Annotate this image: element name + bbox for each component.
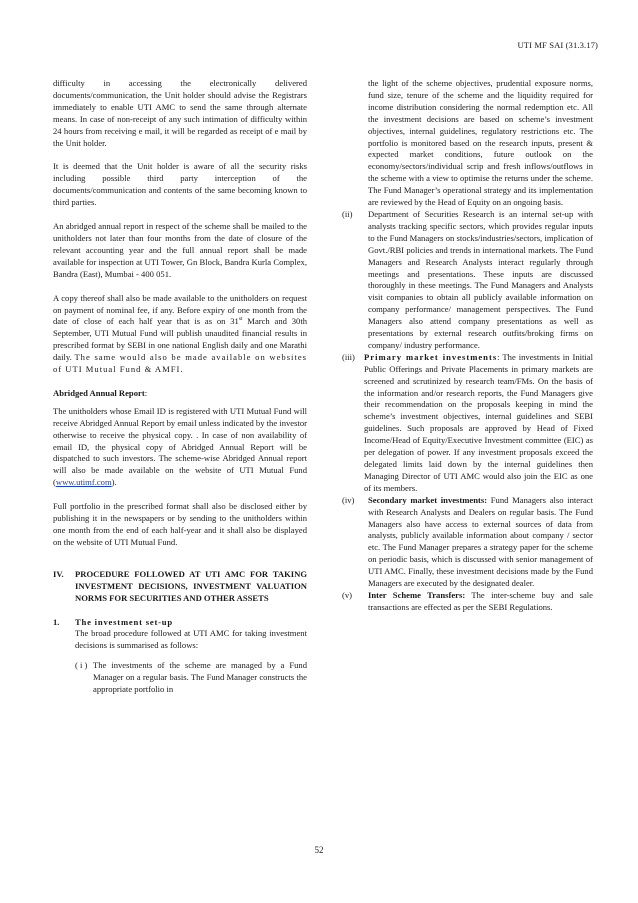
half-year-text-a: A copy thereof shall also be made available to the unitholders on request on payment of nominal fee, if any. Before expiry of one month from the date of close of each half year that is as on 31 xyxy=(53,292,307,327)
subsection-heading xyxy=(53,617,307,629)
list-item-number: (ii) xyxy=(342,208,353,219)
ordinal-suffix: st xyxy=(238,316,243,323)
list-item-text: Department of Securities Research is an internal set-up with analysts tracking specific sectors, which provides regular inputs to the Fund Managers on stocks/industries/sectors, implication of Govt./RBI policies and trends in international markets. The Fund Managers and Research Analysts interact regularly through meetings and presentations. These inputs are discussed thoroughly in these meetings. The Fund Managers and Analysts visit companies to obtain all publicly available information on company performance/ management perspectives. The Fund Managers also attend company presentations as well as presentations by external research outfits/broking firms on company/ industry performance. xyxy=(368,208,593,350)
paragraph-security-risks: It is deemed that the Unit holder is aware of all the security risks including possible third party interception of the documents/communication and contents of the same becoming known to third parties. xyxy=(53,161,307,208)
abridged-heading-colon: : xyxy=(144,387,148,398)
list-item-text xyxy=(364,352,593,495)
list-item-text: The investments of the scheme are managed by a Fund Manager on a regular basis. The Fund Manager constructs the appropriate portfolio in xyxy=(93,660,307,695)
list-item-number: (iii) xyxy=(342,351,355,362)
section-iv-heading xyxy=(53,569,307,605)
left-column xyxy=(53,78,307,696)
list-item-number: (iv) xyxy=(342,494,355,505)
list-item-text xyxy=(368,590,593,614)
inter-scheme-text: The inter-scheme buy and sale transactions are effected as per the SEBI Regulations. xyxy=(368,589,593,612)
utimf-website-link[interactable]: www.utimf.com xyxy=(55,477,112,488)
list-item-v xyxy=(342,590,593,614)
half-year-text-b: March and 30th September, UTI Mutual Fund will publish unaudited financial results in prescribed format by SEBI in one national English daily and one Marathi daily. xyxy=(53,316,308,363)
subsection-title: The investment set-up xyxy=(75,616,173,627)
primary-market-text: : The investments in Initial Public Offerings and Private Placements in primary markets are screened and scrutinized by research team/FMs. On the basis of the information and/or research reports, the Fund Managers give their recommendation on the proposals keeping in mind the scheme’s investment objectives, internal guidelines and SEBI guidelines. Such proposals are approved by Head of Fixed Income/Head of Equity/Executive Investment committee (EIC) as per delegation of power. If any investment proposals exceed the delegated limits laid down by the internal guidelines then Managing Director of UTI AMC would also join the EIC as one of its members. xyxy=(364,351,593,493)
secondary-market-label: Secondary market investments: xyxy=(368,494,488,505)
abridged-report-heading xyxy=(53,388,307,400)
section-number: IV. xyxy=(53,568,64,579)
list-item-i-continued: the light of the scheme objectives, prudential exposure norms, fund size, tenure of the scheme and the liquidity required for income distribution considering the normal redemption etc. All the investment decisions are based on scheme’s investment objectives, internal guidelines, regulatory restrictions etc. The portfolio is monitored based on the research inputs, present & expected market conditions, future outlook on the economy/sectors/individual scrip and fresh inflows/outflows in the scheme with a view to optimise the returns under the scheme. The Fund Manager’s operational strategy and its implementation are reviewed by the Head of Equity on an ongoing basis. xyxy=(368,78,593,208)
paragraph-electronic-delivery: difficulty in accessing the electronically delivered documents/communication, the Unit holder should advise the Registrars immediately to enable UTI AMC to send the same through alternate means. In case of non-receipt of any such intimation of difficulty within 24 hours from receiving e mail, it will be regarded as receipt of e mail by the Unit holder. xyxy=(53,78,307,148)
right-column xyxy=(342,78,593,614)
list-item-iii xyxy=(342,352,593,495)
paragraph-abridged-report xyxy=(53,406,307,489)
inter-scheme-label: Inter Scheme Transfers: xyxy=(368,589,466,600)
list-item-number: ( i ) xyxy=(75,660,88,671)
secondary-market-text: Fund Managers also interact with Research Analysts and Dealers on regular basis. The Fund Managers also have access to external sources of data from analysts, publicly available information about company / sector etc. The Fund Manager prepares a strategy paper for the scheme on periodic basis, which is discussed with senior management of UTI AMC. Finally, these investment decisions made by the Fund Managers are executed by the designated dealer. xyxy=(368,494,593,589)
page-number: 52 xyxy=(314,845,324,855)
abridged-text-a: The unitholders whose Email ID is registered with UTI Mutual Fund will receive Abridged Annual Report by email unless indicated by the investor otherwise to receive the physical copy. . In case of non availability of email ID, the physical copy of Abridged Annual Report will be dispatched to such investors. The scheme-wise Abridged Annual report will also be made available on the website of UTI Mutual Fund ( xyxy=(53,405,307,488)
primary-market-label: Primary market investments xyxy=(364,351,498,362)
paragraph-full-portfolio: Full portfolio in the prescribed format shall also be disclosed either by publishing it in the newspapers or by sending to the unitholders within one month from the end of each half-year and it shall also be displayed on the website of UTI Mutual Fund. xyxy=(53,501,307,547)
list-item-ii xyxy=(342,209,593,352)
document-reference: UTI MF SAI (31.3.17) xyxy=(517,40,598,50)
list-item-text xyxy=(368,495,593,590)
abridged-text-b: ). xyxy=(111,477,117,488)
paragraph-annual-report: An abridged annual report in respect of the scheme shall be mailed to the unitholders not later than four months from the date of closure of the relevant accounting year and the full annual report shall be made available for inspection at UTI Tower, Gn Block, Bandra Kurla Complex, Bandra (East), Mumbai - 400 051. xyxy=(53,221,307,279)
list-item-iv xyxy=(342,495,593,590)
abridged-heading-label: Abridged Annual Report xyxy=(53,387,145,398)
list-item-i xyxy=(75,660,307,696)
half-year-text-c: The same would also be made available on websites of UTI Mutual Fund & AMFI. xyxy=(53,352,307,375)
section-title: PROCEDURE FOLLOWED AT UTI AMC FOR TAKING INVESTMENT DECISIONS, INVESTMENT VALUATION NORMS FOR SECURITIES AND OTHER ASSETS xyxy=(75,568,307,603)
subsection-intro: The broad procedure followed at UTI AMC for taking investment decisions is summarised as follows: xyxy=(75,628,307,651)
paragraph-half-year-results xyxy=(53,293,307,376)
list-item-number: (v) xyxy=(342,589,353,600)
subsection-number: 1. xyxy=(53,616,60,627)
